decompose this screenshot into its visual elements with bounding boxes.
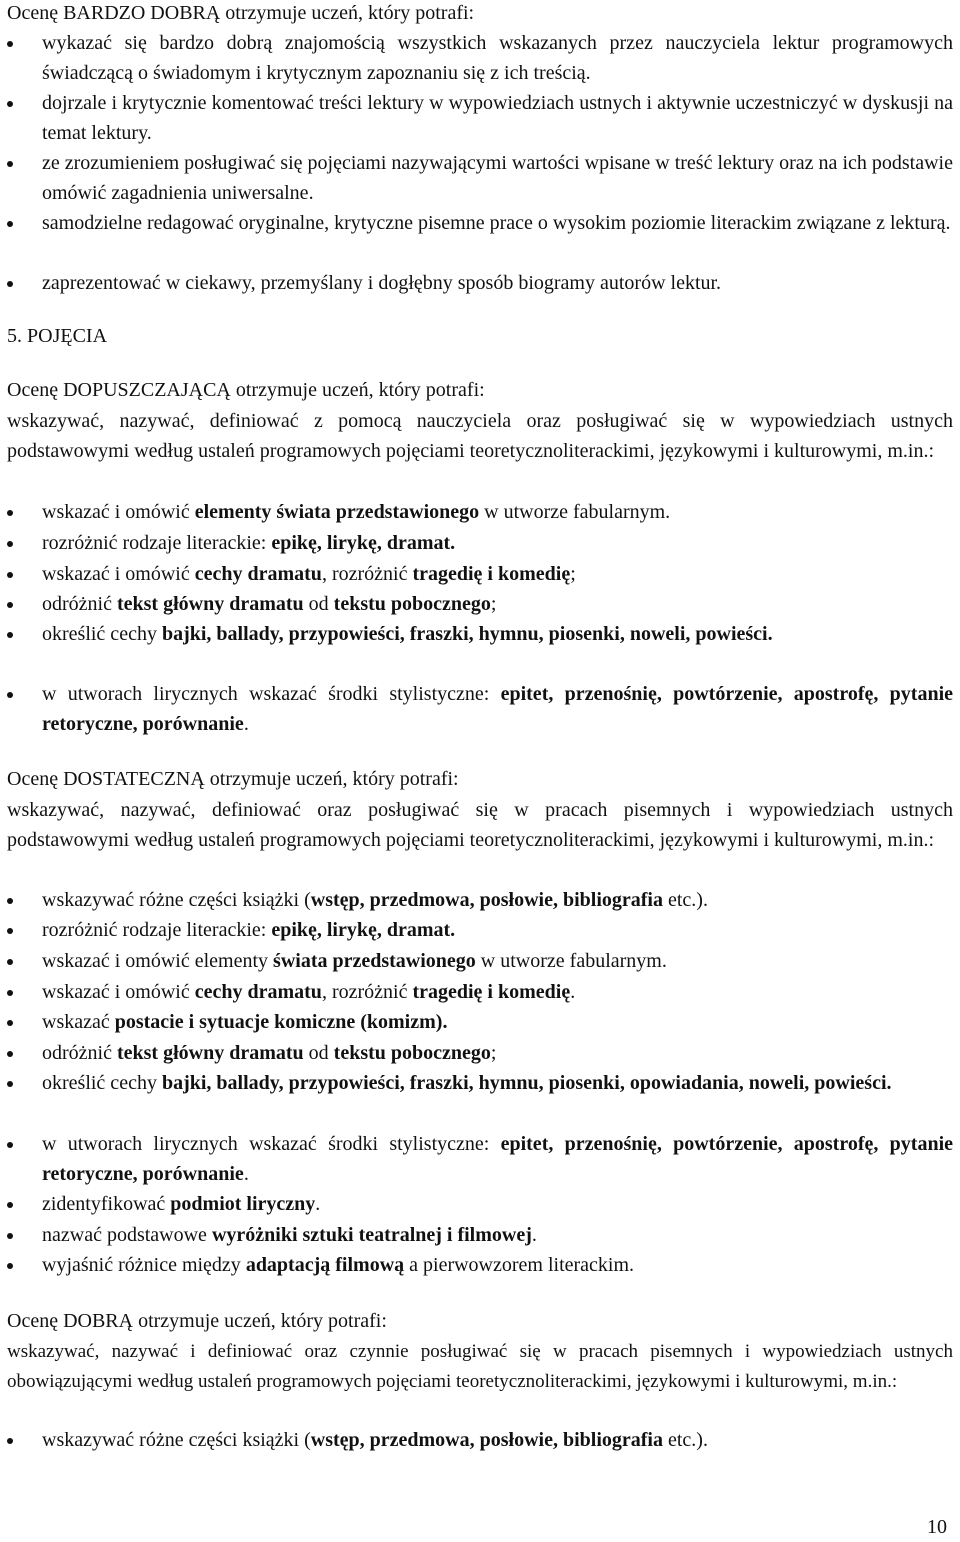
list-item-text [42, 1038, 953, 1068]
text-run: . [531, 1224, 537, 1246]
list-item-text [42, 885, 953, 915]
bold-term: cechy dramatu [194, 981, 322, 1003]
list-item [7, 268, 953, 298]
bold-term: wstęp, przedmowa, posłowie, bibliografia [310, 889, 663, 911]
text-run: wskazać [42, 1011, 115, 1033]
list-item [7, 1425, 953, 1455]
text-run: zaprezentować w ciekawy, przemyślany i dogłębny sposób biogramy autorów lektur. [42, 272, 722, 294]
text-run: ze zrozumieniem posługiwać się pojęciami nazywającymi wartości wpisane w treść lektury oraz na ich podstawie omówić zagadnienia uniwersalne. [42, 152, 953, 204]
bold-term: tekstu pobocznego [333, 593, 491, 615]
text-run: wskazać i omówić [42, 981, 195, 1003]
bold-term: tragedię i komedię [412, 981, 571, 1003]
list-item-text [42, 946, 953, 976]
list-item-text [42, 148, 953, 208]
text-run: . [243, 713, 249, 735]
bullet-icon [7, 990, 13, 996]
text-run: . [570, 981, 576, 1003]
list-item [7, 1038, 953, 1068]
text-run: zidentyfikować [42, 1193, 171, 1215]
bold-term: epitet, przenośnię, powtórzenie, apostrofę, pytanie retoryczne, porównanie [42, 683, 954, 735]
list-item-text [42, 1189, 953, 1219]
text-run: od [303, 593, 334, 615]
list-item-text [42, 268, 953, 298]
bullet-icon [7, 1263, 13, 1269]
text-run: odróżnić [42, 593, 117, 615]
list-item-text [42, 619, 953, 649]
text-run: wskazać i omówić elementy [42, 950, 274, 972]
list-item [7, 946, 953, 976]
text-run: wskazywać różne części książki ( [42, 1429, 311, 1451]
bullet-icon [7, 959, 13, 965]
text-run: nazwać podstawowe [42, 1224, 212, 1246]
list-item [7, 619, 953, 649]
bullet-icon [7, 1438, 13, 1444]
list-item-text [42, 1250, 953, 1280]
text-run: w utworach lirycznych wskazać środki stylistyczne: [42, 683, 501, 705]
bullet-icon [7, 510, 13, 516]
bold-term: tekst główny dramatu [116, 593, 304, 615]
bullet-icon [7, 161, 13, 167]
list-item-text [42, 1220, 953, 1250]
text-run: ; [490, 1042, 497, 1064]
bullet-icon [7, 1081, 13, 1087]
text-run: wskazać i omówić [42, 501, 195, 523]
bold-term: epitet, przenośnię, powtórzenie, apostrofę, pytanie retoryczne, porównanie [42, 1133, 954, 1185]
list-item-text [42, 1129, 953, 1189]
bullet-icon [7, 1051, 13, 1057]
text-run: określić cechy [42, 1072, 162, 1094]
list-item-text [42, 28, 953, 88]
bullet-icon [7, 1202, 13, 1208]
text-run: , rozróżnić [321, 563, 413, 585]
text-run: wyjaśnić różnice między [42, 1254, 246, 1276]
bullet-icon [7, 898, 13, 904]
list-item [7, 1189, 953, 1219]
bullet-icon [7, 632, 13, 638]
text-run: rozróżnić rodzaje literackie: [42, 919, 272, 941]
bullet-icon [7, 602, 13, 608]
list-item-text [42, 88, 953, 148]
text-run: dojrzale i krytycznie komentować treści lektury w wypowiedziach ustnych i aktywnie uczestniczyć w dyskusji na temat lektury. [42, 92, 953, 144]
bold-term: tekstu pobocznego [333, 1042, 491, 1064]
text-run: w utworze fabularnym. [479, 501, 671, 523]
text-run: etc.). [662, 1429, 708, 1451]
list-item-text [42, 1425, 953, 1455]
grade-heading-dostateczna: Ocenę DOSTATECZNĄ otrzymuje uczeń, który potrafi: [7, 768, 459, 790]
list-item [7, 915, 953, 945]
text-run: wskazywać różne części książki ( [42, 889, 311, 911]
list-item [7, 497, 953, 527]
section-title: 5. POJĘCIA [7, 325, 108, 347]
text-run: wykazać się bardzo dobrą znajomością wszystkich wskazanych przez nauczyciela lektur programowych świadczącą o świadomym i krytycznym zapoznaniu się z ich treścią. [42, 32, 953, 84]
grade-heading-dobra: Ocenę DOBRĄ otrzymuje uczeń, który potrafi: [7, 1310, 387, 1332]
text-run: ; [490, 593, 497, 615]
text-run: etc.). [662, 889, 708, 911]
list-item [7, 589, 953, 619]
list-item-text [42, 208, 953, 238]
list-item [7, 528, 953, 558]
page-number: 10 [927, 1516, 947, 1538]
list-item-text [42, 559, 953, 589]
bullet-icon [7, 41, 13, 47]
list-item-text [42, 915, 953, 945]
bold-term: podmiot liryczny [170, 1193, 316, 1215]
bullet-icon [7, 541, 13, 547]
grade-intro-dobra: wskazywać, nazywać i definiować oraz czynnie posługiwać się w pracach pisemnych i wypowiedziach ustnych obowiązującymi według ustaleń programowych pojęciami teoretycznoliterackimi, językowymi i kulturowymi, m.in.: [7, 1341, 953, 1392]
list-item [7, 885, 953, 915]
text-run: . [243, 1163, 249, 1185]
text-run: ; [570, 563, 576, 585]
text-run: od [303, 1042, 334, 1064]
list-item-text [42, 1007, 953, 1037]
text-run: samodzielne redagować oryginalne, krytyczne pisemne prace o wysokim poziomie literackim związane z lekturą. [42, 212, 951, 234]
bold-term: epikę, lirykę, dramat. [271, 532, 456, 554]
list-item [7, 1068, 953, 1098]
list-item-text [42, 497, 953, 527]
list-item [7, 977, 953, 1007]
list-item-text [42, 528, 953, 558]
list-item [7, 28, 953, 88]
list-item [7, 88, 953, 148]
bullet-icon [7, 692, 13, 698]
bold-term: adaptacją filmową [245, 1254, 405, 1276]
bold-term: świata przedstawionego [273, 950, 476, 972]
text-run: w utworze fabularnym. [475, 950, 667, 972]
bullet-icon [7, 101, 13, 107]
list-item [7, 679, 953, 739]
bold-term: bajki, ballady, przypowieści, fraszki, hymnu, piosenki, noweli, powieści. [161, 623, 773, 645]
bold-term: cechy dramatu [194, 563, 322, 585]
list-item [7, 148, 953, 208]
list-item-text [42, 679, 953, 739]
list-item-text [42, 977, 953, 1007]
bold-term: epikę, lirykę, dramat. [271, 919, 456, 941]
bullet-icon [7, 1233, 13, 1239]
text-run: , rozróżnić [321, 981, 413, 1003]
text-run: wskazać i omówić [42, 563, 195, 585]
grade-heading-dopuszczajaca: Ocenę DOPUSZCZAJĄCĄ otrzymuje uczeń, który potrafi: [7, 379, 485, 401]
bold-term: tekst główny dramatu [116, 1042, 304, 1064]
text-run: a pierwowzorem literackim. [404, 1254, 635, 1276]
list-item [7, 1220, 953, 1250]
list-item [7, 1250, 953, 1280]
list-item [7, 1007, 953, 1037]
bullet-icon [7, 1142, 13, 1148]
bold-term: tragedię i komedię [412, 563, 571, 585]
text-run: . [315, 1193, 321, 1215]
text-run: rozróżnić rodzaje literackie: [42, 532, 272, 554]
grade-intro-dopuszczajaca: wskazywać, nazywać, definiować z pomocą nauczyciela oraz posługiwać się w wypowiedziach ustnych podstawowymi według ustaleń programowych pojęciami teoretycznoliterackimi, językowymi i kulturowymi, m.in.: [7, 410, 953, 462]
bold-term: elementy świata przedstawionego [194, 501, 480, 523]
text-run: określić cechy [42, 623, 162, 645]
bold-term: wstęp, przedmowa, posłowie, bibliografia [310, 1429, 663, 1451]
bullet-icon [7, 1020, 13, 1026]
list-item [7, 1129, 953, 1189]
grade-heading-bardzo-dobra: Ocenę BARDZO DOBRĄ otrzymuje uczeń, który potrafi: [7, 2, 475, 24]
bullet-icon [7, 572, 13, 578]
list-item [7, 559, 953, 589]
text-run: w utworach lirycznych wskazać środki stylistyczne: [42, 1133, 501, 1155]
grade-intro-dostateczna: wskazywać, nazywać, definiować oraz posługiwać się w pracach pisemnych i wypowiedziach ustnych podstawowymi według ustaleń programowych pojęciami teoretycznoliterackimi, językowymi i kulturowymi, m.in.: [7, 799, 953, 851]
bold-term: postacie i sytuacje komiczne (komizm). [114, 1011, 448, 1033]
list-item-text [42, 589, 953, 619]
bullet-icon [7, 928, 13, 934]
bold-term: bajki, ballady, przypowieści, fraszki, hymnu, piosenki, opowiadania, noweli, powieści. [161, 1072, 892, 1094]
list-item-text [42, 1068, 953, 1098]
bullet-icon [7, 281, 13, 287]
bullet-icon [7, 221, 13, 227]
text-run: odróżnić [42, 1042, 117, 1064]
list-item [7, 208, 953, 238]
bold-term: wyróżniki sztuki teatralnej i filmowej [211, 1224, 532, 1246]
